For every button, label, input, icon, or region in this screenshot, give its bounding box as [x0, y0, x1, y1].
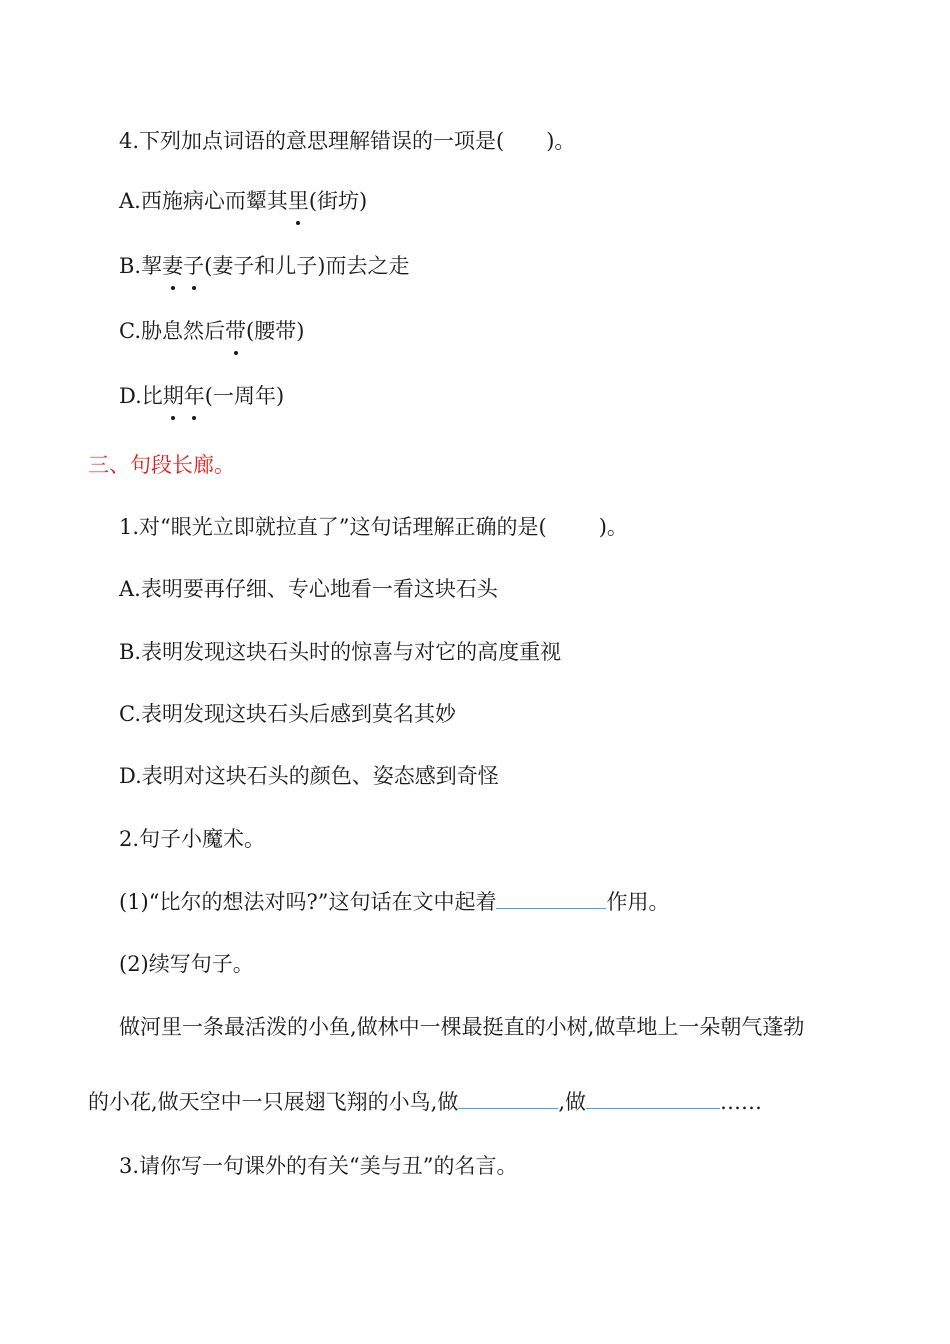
q4-option-a-dotted: 里 [288, 186, 309, 216]
s3-q2-paragraph-ellipsis: …… [720, 1090, 763, 1114]
s3-q3-stem: 3.请你写一句课外的有关“美与丑”的名言。 [119, 1154, 518, 1178]
q4-option-c-text: C.胁息然后 [119, 319, 225, 343]
q4-option-d-dotted-2: 年 [184, 381, 205, 411]
q4-option-b-text: B.挈 [119, 254, 163, 278]
s3-q2-stem: 2.句子小魔术。 [119, 827, 266, 851]
q4-option-c-dotted: 带 [225, 316, 246, 346]
section-3-heading: 三、句段长廊。 [88, 453, 235, 477]
s3-q1-stem-text: 1.对“眼光立即就拉直了”这句话理解正确的是( [119, 515, 547, 539]
q4-stem-end: )。 [546, 129, 576, 153]
q4-option-b [119, 251, 410, 281]
q4-stem-text: 4.下列加点词语的意思理解错误的一项是( [119, 129, 505, 153]
s3-q1-stem [119, 512, 628, 542]
q4-option-d-dotted-1: 期 [163, 381, 184, 411]
q4-stem [119, 126, 575, 156]
s3-q1-option-a: A.表明要再仔细、专心地看一看这块石头 [119, 577, 498, 601]
s3-q2-paragraph-text: 的小花,做天空中一只展翅飞翔的小鸟,做 [88, 1090, 459, 1114]
s3-q2-1-text-end: 作用。 [606, 890, 670, 914]
s3-q2-2: (2)续写句子。 [119, 952, 254, 976]
q4-option-a-gloss: (街坊) [308, 189, 368, 213]
q4-option-b-dotted-1: 妻 [162, 251, 183, 281]
q4-option-a-text: A.西施病心而颦其 [119, 189, 288, 213]
q4-option-c [119, 316, 304, 346]
q4-option-d-text: D.比 [119, 384, 163, 408]
q4-option-b-dotted-2: 子 [183, 251, 204, 281]
s3-q2-paragraph-text-mid: ,做 [558, 1090, 587, 1114]
q4-option-a [119, 186, 367, 216]
q4-option-d-gloss: (一周年) [204, 384, 285, 408]
s3-q2-1 [119, 886, 669, 916]
s3-q1-stem-end: )。 [598, 515, 628, 539]
s3-q1-option-d: D.表明对这块石头的颜色、姿态感到奇怪 [119, 764, 499, 788]
s3-q2-blank-2[interactable] [586, 1086, 720, 1109]
q4-option-d [119, 381, 284, 411]
s3-q2-blank-1[interactable] [458, 1086, 558, 1109]
s3-q2-1-text: (1)“比尔的想法对吗?”这句话在文中起着 [119, 890, 497, 914]
q4-option-c-gloss: (腰带) [246, 319, 305, 343]
q4-option-b-gloss: (妻子和儿子)而去之走 [204, 254, 410, 278]
s3-q2-paragraph-line-2 [88, 1086, 762, 1116]
s3-q2-1-blank[interactable] [496, 886, 606, 909]
s3-q1-option-b: B.表明发现这块石头时的惊喜与对它的高度重视 [119, 640, 562, 664]
s3-q2-paragraph-line-1: 做河里一条最活泼的小鱼,做林中一棵最挺直的小树,做草地上一朵朝气蓬勃 [119, 1015, 805, 1039]
s3-q1-option-c: C.表明发现这块石头后感到莫名其妙 [119, 702, 456, 726]
